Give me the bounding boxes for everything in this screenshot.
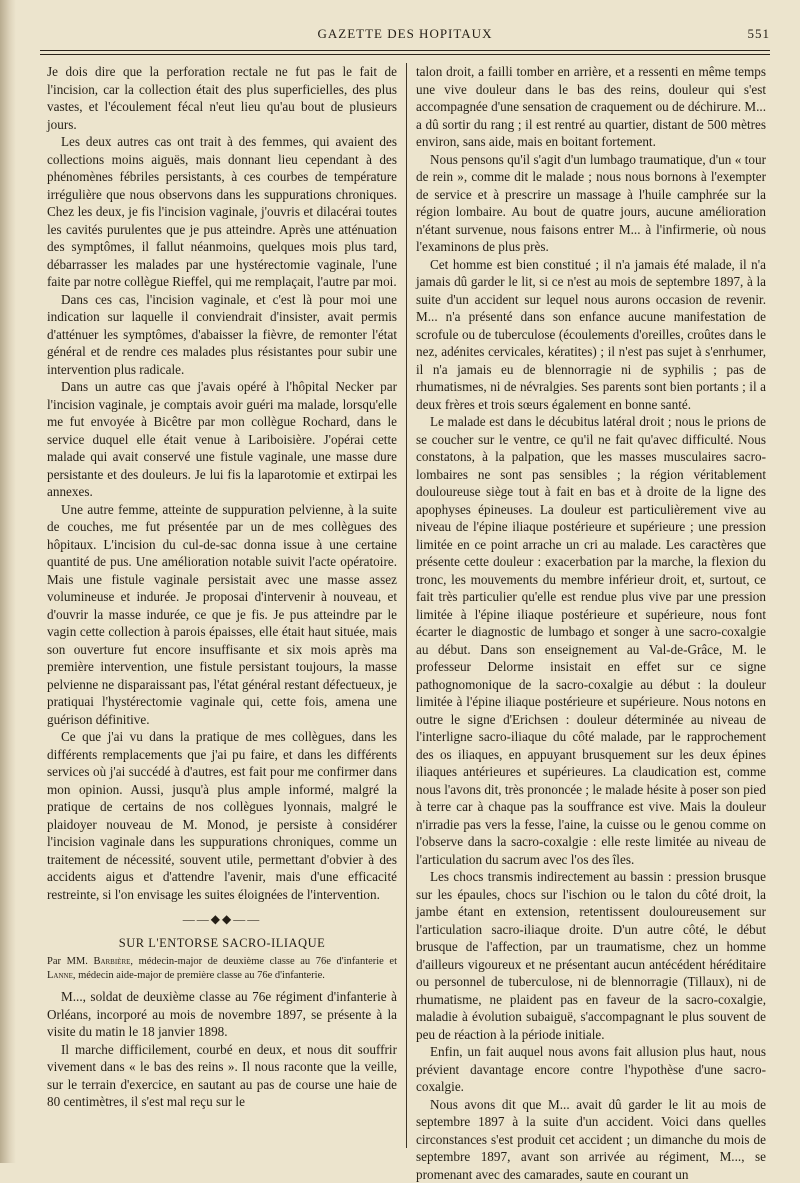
column-divider <box>406 63 407 1148</box>
paragraph: Enfin, un fait auquel nous avons fait allusion plus haut, nous prévient davantage encore contre l'hypothèse d'une sacro-coxalgie. <box>416 1043 766 1096</box>
left-column <box>47 63 397 1148</box>
paragraph: Dans un autre cas que j'avais opéré à l'hôpital Necker par l'incision vaginale, je comptais avoir guéri ma malade, lorsqu'elle me fut envoyée à Bicêtre par mon collègue Rochard, dans le service duquel elle était venue à Lariboisière. J'opérai cette malade qui avait conservé une fistule vaginale, une masse dure persistante et des douleurs. Je lui fis la laparotomie et extirpai les annexes. <box>47 378 397 501</box>
page-number: 551 <box>748 26 771 42</box>
byline-prefix: Par MM. <box>47 956 88 967</box>
paragraph: Nous pensons qu'il s'agit d'un lumbago traumatique, d'un « tour de rein », comme dit le malade ; nous nous bornons à l'exempter de service et à prescrire un massage à l'huile camphrée sur la région lombaire. Au bout de quatre jours, aucune amélioration n'étant survenue, nous faisons entrer M... à l'infirmerie, où nous l'examinons de plus près. <box>416 151 766 256</box>
paragraph: Les chocs transmis indirectement au bassin : pression brusque sur les épaules, chocs sur l'ischion ou le talon du côté droit, la jambe étant en extension, retentissent douloureusement sur l'articulation sacro-iliaque droite. D'un autre côté, le début brusque de l'affection, par un traumatisme, chez un homme d'ailleurs vigoureux et ne présentant aucun antécédent héréditaire ou personnel de tuberculose, ni de blennorragie (Tillaux), ni de rhumatisme, ne plaident pas en faveur de la sacro-coxalgie, maladie à évolution subaiguë, s'accompagnant le plus souvent de peu de réaction à la période initiale. <box>416 868 766 1043</box>
author-role: , médecin aide-major de première classe au 76e d'infanterie. <box>73 970 325 981</box>
article-byline <box>47 955 397 982</box>
header-rule-thin <box>40 54 770 55</box>
author-name: Barbière <box>93 956 130 967</box>
paragraph: Ce que j'ai vu dans la pratique de mes collègues, dans les différents remplacements que j'ai pu faire, et dans les différents services où j'ai succédé à d'autres, est fait pour me confirmer dans mon opinion. Aussi, jusqu'à plus ample informé, malgré la pratique de certains de nos collègues lyonnais, malgré le plaidoyer nouveau de M. Monod, je persiste à considérer l'incision vaginale dans les suppurations chroniques, comme un traitement de nécessité, souvent utile, permettant d'obvier à des accidents aigus et d'attendre l'avenir, mais d'une efficacité restreinte, si l'on envisage les suites éloignées de l'intervention. <box>47 728 397 903</box>
article-title: SUR L'ENTORSE SACRO-ILIAQUE <box>47 935 397 953</box>
paragraph: Il marche difficilement, courbé en deux, et nous dit souffrir vivement dans « le bas des reins ». Il nous raconte que la veille, sur le terrain d'exercice, en sautant au pas de course une haie de 80 centimètres, il s'est mal reçu sur le <box>47 1041 397 1111</box>
paragraph: Nous avons dit que M... avait dû garder le lit au mois de septembre 1897 à la suite d'un accident. Voici dans quelles circonstances s'est produit cet accident ; un dimanche du mois de septembre 1897, avant son arrivée au régiment, M..., se promenant avec des camarades, saute en courant un <box>416 1096 766 1183</box>
paragraph: talon droit, a failli tomber en arrière, et a ressenti en même temps une vive douleur dans le bas des reins, douleur qui s'est accompagnée d'une sensation de craquement ou de déchirure. M... a dû sortir du rang ; il est rentré au quartier, distant de 500 mètres environ, sans aide, mais en boitant fortement. <box>416 63 766 151</box>
right-column <box>416 63 766 1148</box>
journal-title: GAZETTE DES HOPITAUX <box>318 26 493 42</box>
paragraph: M..., soldat de deuxième classe au 76e régiment d'infanterie à Orléans, incorporé au mois de novembre 1897, se présente à la visite du matin le 18 janvier 1898. <box>47 988 397 1041</box>
author-name: Lanne <box>47 970 73 981</box>
paragraph: Cet homme est bien constitué ; il n'a jamais été malade, il n'a jamais dû garder le lit, si ce n'est au mois de septembre 1897, à la suite d'un accident sur lequel nous aurons occasion de revenir. M... n'a présenté dans son enfance aucune manifestation de scrofule ou de tuberculose (écoulements d'oreilles, croûtes dans le nez, adénites cervicales, kératites) ; il n'est pas sujet à s'enrhumer, il n'a jamais eu de blennorragie ni de syphilis ; pas de rhumatismes, ni de névralgies. Ses parents sont bien portants ; il a deux frères et trois sœurs également en bonne santé. <box>416 256 766 414</box>
paragraph: Les deux autres cas ont trait à des femmes, qui avaient des collections moins aiguës, mais donnant lieu cependant à des phénomènes fébriles persistants, à ces courbes de température irrégulière que nous observons dans les suppurations chroniques. Chez les deux, je fis l'incision vaginale, j'ouvris et dilacérai toutes les cavités purulentes que je pus atteindre. Après une atténuation des symptômes, il fallut néanmoins, quelques mois plus tard, débarrasser les malades par une hystérectomie vaginale, l'une faite par notre collègue Rieffel, qui me remplaçait, l'autre par moi. <box>47 133 397 291</box>
header-rule-thick <box>40 50 770 51</box>
page-binding-edge <box>0 0 16 1163</box>
section-ornament: ——◆◆—— <box>47 911 397 929</box>
author-role: , médecin-major de deuxième classe au 76e d'infanterie et <box>130 956 397 967</box>
paragraph: Je dois dire que la perforation rectale ne fut pas le fait de l'incision, car la collection était des plus superficielles, des plus vastes, et l'écoulement fécal n'eut lieu qu'au bout de plusieurs jours. <box>47 63 397 133</box>
paragraph: Dans ces cas, l'incision vaginale, et c'est là pour moi une indication sur laquelle il conviendrait d'insister, avait permis d'atténuer les symptômes, d'abaisser la fièvre, de remonter l'état général et de rendre ces malades plus résistantes pour subir une intervention plus radicale. <box>47 291 397 379</box>
paragraph: Une autre femme, atteinte de suppuration pelvienne, à la suite de couches, me fut présentée par un de mes collègues des hôpitaux. L'incision du cul-de-sac donna issue à une certaine quantité de pus. Une amélioration notable suivit l'acte opératoire. Mais une fistule vaginale persistait avec une masse assez volumineuse et indurée. Je proposai d'intervenir à nouveau, et d'ouvrir la masse indurée, ce que je fis. Je pus atteindre par le vagin cette collection à parois épaisses, elle était haut située, mais son ouverture fut encore insuffisante et six mois après ma première intervention, une fistule persistant toujours, la masse pelvienne ne disparaissant pas, l'état général restant défectueux, je pratiquai l'hystérectomie vaginale qui, cette fois, amena une guérison définitive. <box>47 501 397 729</box>
paragraph: Le malade est dans le décubitus latéral droit ; nous le prions de se coucher sur le ventre, ce qu'il ne fait qu'avec difficulté. Nous constatons, à la palpation, que les masses musculaires sacro-lombaires ne sont pas sensibles ; la région véritablement douloureuse siège tout à fait en bas et à droite de la ligne des apophyses épineuses. La douleur est particulièrement vive au niveau de l'épine iliaque postérieure et supérieure ; une pression limitée en ce point arrache un cri au malade. Les caractères que présente cette douleur : exacerbation par la marche, la flexion du tronc, les mouvements du membre inférieur droit, et, surtout, ce fait très particulier qu'elle est rendue plus vive par une pression limitée à l'épine iliaque postérieure et supérieure, nous font écarter le diagnostic de lumbago et songer à une sacro-coxalgie au début. Dans son enseignement au Val-de-Grâce, M. le professeur Delorme insistait en effet sur ce signe pathognomonique de la sacro-coxalgie au début : la douleur limitée à l'épine iliaque postérieure et supérieure. Nous notons en outre le signe d'Erichsen : douleur déterminée au niveau de l'interligne sacro-iliaque du côté malade, par le rapprochement des os iliaques, en appuyant brusquement sur les deux épines iliaques antérieures et supérieures. La claudication est, comme nous l'avons dit, très prononcée ; le malade hésite à poser son pied à terre car à chaque pas la souffrance est vive. Mais la douleur n'irradie pas vers la fesse, l'aine, la cuisse ou le genou comme on l'observe dans la sacro-coxalgie : elle reste limitée au niveau de l'articulation du sacrum avec l'os des îles. <box>416 413 766 868</box>
page-header <box>40 26 770 48</box>
